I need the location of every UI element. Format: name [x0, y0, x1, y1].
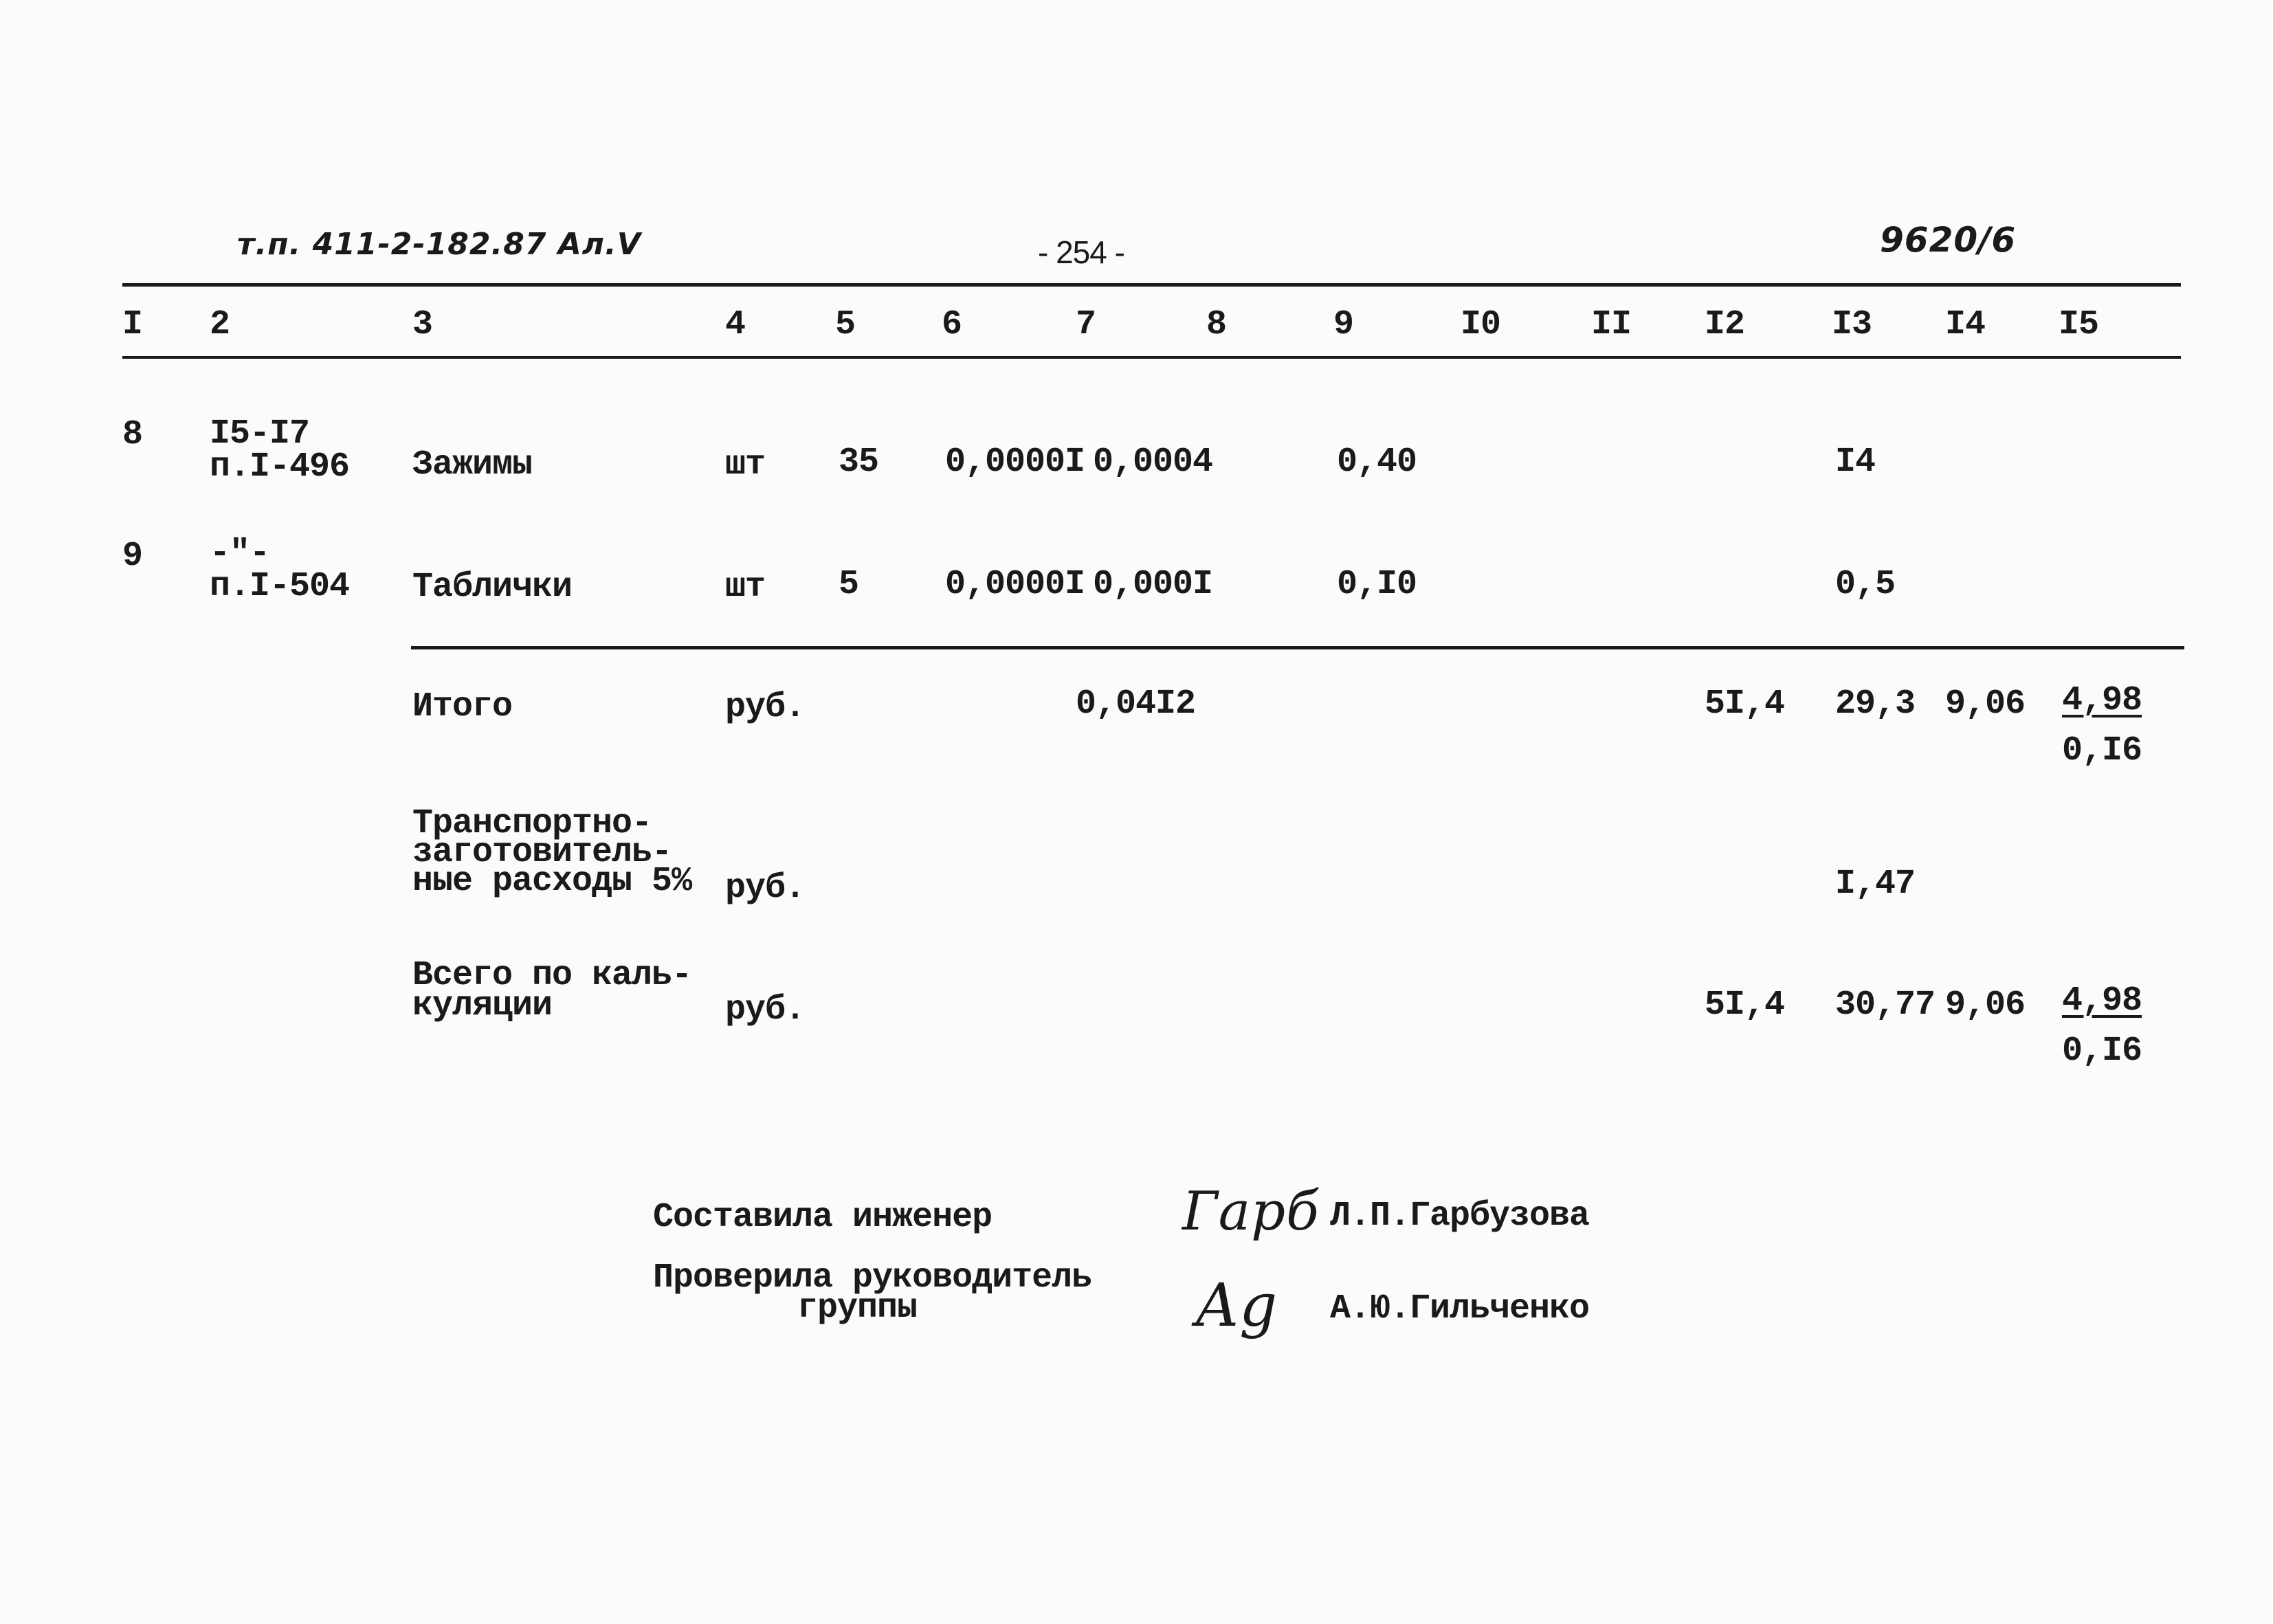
signature-initials: Гарб: [1182, 1181, 1320, 1243]
signature-role-line: Проверила руководитель: [653, 1258, 1092, 1298]
row-name: Зажимы: [412, 445, 533, 485]
totals-name-line: Итого: [412, 687, 513, 726]
row-col7: 0,0004: [1093, 443, 1213, 482]
row-unit: шт: [725, 568, 766, 607]
reference-line: п.I-496: [210, 447, 350, 487]
header-top-rule: [122, 283, 2181, 287]
totals-rule: [411, 646, 2184, 649]
column-header: 6: [942, 305, 962, 344]
totals-col15-top: 4,98: [2062, 981, 2142, 1021]
totals-name-line: Транспортно-: [412, 804, 652, 843]
totals-name: [412, 687, 513, 726]
column-header: I: [122, 305, 143, 344]
totals-name-line: Всего по каль-: [412, 956, 692, 995]
totals-col14: 9,06: [1945, 986, 2026, 1025]
reference-line: I5-I7: [210, 414, 310, 454]
totals-col7: 0,04I2: [1076, 685, 1196, 724]
signature-role: [653, 1258, 1092, 1328]
row-number: 8: [122, 415, 143, 454]
column-header: 8: [1206, 305, 1227, 344]
totals-name-line: куляции: [412, 986, 553, 1025]
totals-unit: руб.: [725, 688, 806, 727]
column-header: 4: [725, 305, 746, 344]
signature-role-line: Составила инженер: [653, 1198, 993, 1237]
row-col6: 0,0000I: [945, 443, 1085, 482]
column-header: I2: [1705, 305, 1745, 344]
totals-name: [412, 956, 692, 1025]
header-bottom-rule: [122, 356, 2181, 359]
totals-col12: 5I,4: [1705, 986, 1785, 1025]
totals-col15-bottom: 0,I6: [2062, 1032, 2142, 1071]
totals-unit: руб.: [725, 990, 806, 1030]
totals-col15-bottom: 0,I6: [2062, 731, 2142, 770]
row-col9: 0,40: [1337, 443, 1417, 482]
totals-col14: 9,06: [1945, 685, 2026, 724]
column-header: I3: [1832, 305, 1872, 344]
totals-col15-top: 4,98: [2062, 681, 2142, 720]
page-number: - 254 -: [1038, 234, 1124, 270]
row-col13: 0,5: [1835, 565, 1896, 604]
totals-unit: руб.: [725, 869, 806, 908]
row-col13: I4: [1835, 443, 1876, 482]
row-reference: [210, 414, 350, 487]
reference-line: -"-: [210, 534, 270, 573]
totals-name-line: ные расходы 5%: [412, 862, 692, 901]
row-unit: шт: [725, 445, 766, 485]
column-header: 9: [1333, 305, 1354, 344]
row-col6: 0,0000I: [945, 565, 1085, 604]
totals-name: [412, 804, 692, 901]
totals-col13: 29,3: [1835, 685, 1916, 724]
row-col9: 0,I0: [1337, 565, 1417, 604]
column-header: I5: [2059, 305, 2099, 344]
column-header: I4: [1945, 305, 1986, 344]
signature-role-line: группы: [797, 1289, 918, 1328]
row-quantity: 5: [839, 565, 859, 604]
signature-initials: Ag: [1196, 1271, 1278, 1340]
totals-col13: 30,77: [1835, 986, 1936, 1025]
column-header: II: [1591, 305, 1632, 344]
sheet-code: 9620/6: [1880, 220, 2017, 260]
column-header: 2: [210, 305, 230, 344]
row-name: Таблички: [412, 568, 573, 607]
column-header: 7: [1076, 305, 1096, 344]
doc-code: т.п. 411-2-182.87 Ал.V: [237, 227, 641, 262]
column-header: 5: [835, 305, 856, 344]
row-number: 9: [122, 537, 143, 576]
signature-name: Л.П.Гарбузова: [1330, 1197, 1590, 1236]
totals-name-line: заготовитель-: [412, 833, 672, 872]
column-header: I0: [1461, 305, 1501, 344]
column-header: 3: [412, 305, 433, 344]
row-reference: [210, 534, 350, 606]
row-quantity: 35: [839, 443, 879, 482]
row-col7: 0,000I: [1093, 565, 1213, 604]
signature-role: [653, 1198, 993, 1237]
totals-col13: I,47: [1835, 865, 1916, 904]
reference-line: п.I-504: [210, 567, 350, 606]
totals-col12: 5I,4: [1705, 685, 1785, 724]
signature-name: А.Ю.Гильченко: [1330, 1289, 1590, 1328]
